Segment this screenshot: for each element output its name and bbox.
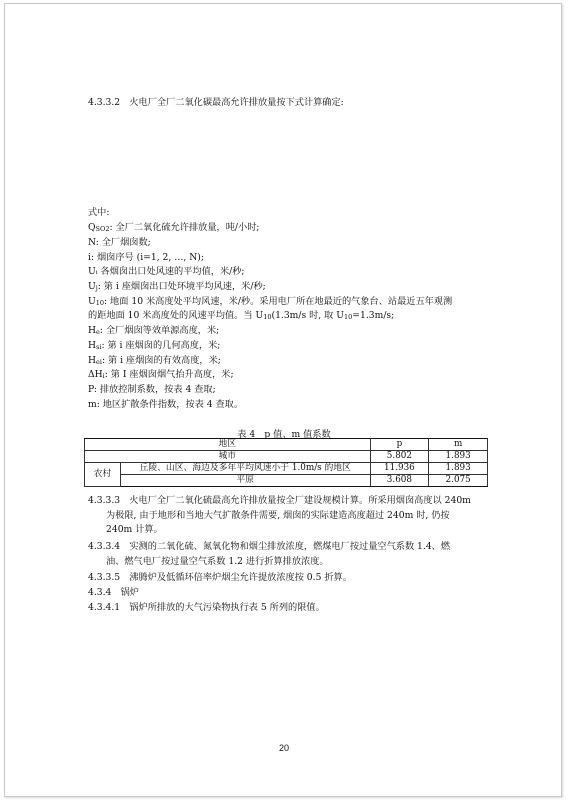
- table-row: [85, 451, 488, 463]
- header-m: m: [429, 439, 488, 451]
- def-p: P: 排放控制系数，按表 4 查取;: [88, 384, 216, 395]
- table-header-row: [85, 439, 488, 451]
- table-caption: 表 4 p 值、m 值系数: [237, 429, 331, 440]
- where-label: 式中:: [88, 207, 110, 218]
- p-cell: 11.936: [370, 463, 429, 475]
- region-cell: 城市: [85, 451, 371, 463]
- para-4333-line3: 240m 计算。: [106, 524, 163, 535]
- def-u10: $U_{10}$: 地面 10 米高度处平均风速，米/秒。采用电厂所在地最近的气象台、站最近五年观测: [88, 296, 453, 307]
- section-heading-434: 4.3.4 锅炉: [88, 587, 139, 598]
- p-cell: 5.802: [370, 451, 429, 463]
- para-4334-line1: 4.3.3.4 实测的二氧化硫、氮氧化物和烟尘排放浓度，燃煤电厂按过量空气系数 1.4、燃: [88, 541, 451, 552]
- header-region: 地区: [85, 439, 371, 451]
- m-cell: 1.893: [429, 451, 488, 463]
- m-cell: 2.075: [429, 475, 488, 487]
- def-hei: $H_{ei}$: 第 i 座烟囱的有效高度，米;: [88, 355, 221, 366]
- para-4333-line1: 4.3.3.3 火电厂全厂二氧化硫最高允许排放量按全厂建设规模计算。所采用烟囱高度以 240m: [88, 495, 471, 506]
- def-i: i: 烟囱序号 (i=1, 2, …, N);: [88, 252, 204, 263]
- m-cell: 1.893: [429, 463, 488, 475]
- region-cell: 丘陵、山区、海边及多年平均风速小于 1.0m/s 的地区: [120, 463, 370, 475]
- region-cell: 平原: [120, 475, 370, 487]
- page-number: 20: [278, 743, 289, 753]
- def-m: m: 地区扩散条件指数，按表 4 查取。: [88, 399, 244, 410]
- para-4334-line2: 油、燃气电厂按过量空气系数 1.2 进行折算排放浓度。: [106, 556, 329, 567]
- coefficient-table: [84, 438, 488, 487]
- table-row: [85, 463, 488, 475]
- section-heading-4332: 4.3.3.2 火电厂全厂二氧化碳最高允许排放量按下式计算确定:: [88, 97, 344, 108]
- def-u10-cont: 的距地面 10 米高度处的风速平均值。当 $U_{10}(1.3m/s$ 时, 取 $U_{10}=1.3m/s$;: [88, 310, 395, 321]
- def-n: N: 全厂烟囱数;: [88, 237, 151, 248]
- p-cell: 3.608: [370, 475, 429, 487]
- para-4333-line2: 为极限, 由于地形和当地大气扩散条件需要, 烟囱的实际建造高度超过 240m 时, 仍按: [106, 510, 450, 521]
- para-4341: 4.3.4.1 锅炉所排放的大气污染物执行表 5 所列的限值。: [88, 602, 325, 613]
- def-uj: $U_j$: 第 i 座烟囱出口处环境平均风速，米/秒;: [88, 281, 266, 292]
- group-cell: 农村: [85, 463, 121, 487]
- header-p: p: [370, 439, 429, 451]
- def-he: $H_e$: 全厂烟囱等效单源高度，米;: [88, 325, 220, 336]
- para-4335: 4.3.3.5 沸腾炉及低循环倍率炉烟尘允许提放浓度按 0.5 折算。: [88, 572, 352, 583]
- def-hsi: $H_{si}$: 第 i 座烟囱的几何高度，米;: [88, 340, 221, 351]
- def-ui: Uᵢ 各烟囱出口处风速的平均值，米/秒;: [88, 266, 245, 277]
- def-delta-h: $\Delta H_i$: 第 I 座烟囱烟气抬升高度，米;: [88, 369, 234, 380]
- table-row: [85, 475, 488, 487]
- def-q: $Q_{SO2}$: 全厂二氧化硫允许排放量，吨/小时;: [88, 222, 260, 233]
